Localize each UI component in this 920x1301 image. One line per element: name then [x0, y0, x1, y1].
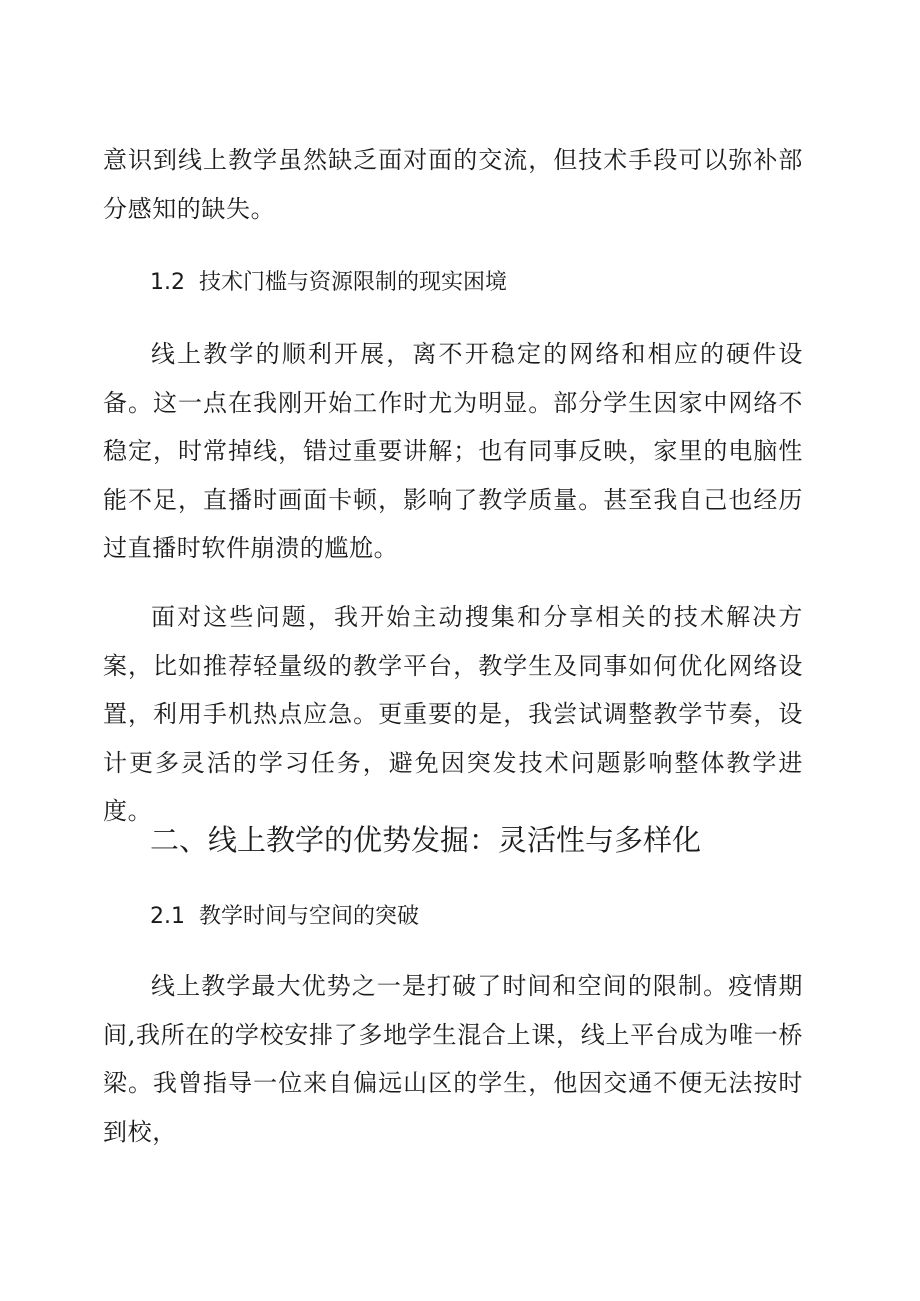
paragraph-1-2-a: 线上教学的顺利开展，离不开稳定的网络和相应的硬件设备。这一点在我刚开始工作时尤为明显。部分学生因家中网络不稳定，时常掉线，错过重要讲解；也有同事反映，家里的电脑性能不足，直播时画面卡顿，影响了教学质量。甚至我自己也经历过直播时软件崩溃的尴尬。	[103, 340, 803, 562]
chapter-heading-2: 二、线上教学的优势发掘：灵活性与多样化	[150, 823, 702, 857]
section-number: 2.1	[150, 904, 185, 929]
section-number: 1.2	[150, 270, 185, 295]
section-title: 教学时间与空间的突破	[199, 904, 420, 929]
section-heading-1-2	[150, 268, 507, 298]
paragraph-intro: 意识到线上教学虽然缺乏面对面的交流，但技术手段可以弥补部分感知的缺失。	[103, 146, 803, 223]
section-heading-2-1	[150, 902, 419, 932]
paragraph-1-2-b: 面对这些问题，我开始主动搜集和分享相关的技术解决方案，比如推荐轻量级的教学平台，教学生及同事如何优化网络设置，利用手机热点应急。更重要的是，我尝试调整教学节奏，设计更多灵活的学习任务，避免因突发技术问题影响整体教学进度。	[103, 603, 803, 825]
section-title: 技术门槛与资源限制的现实困境	[199, 270, 508, 295]
paragraph-2-1-a: 线上教学最大优势之一是打破了时间和空间的限制。疫情期间,我所在的学校安排了多地学生混合上课，线上平台成为唯一桥梁。我曾指导一位来自偏远山区的学生，他因交通不便无法按时到校，	[103, 972, 803, 1146]
